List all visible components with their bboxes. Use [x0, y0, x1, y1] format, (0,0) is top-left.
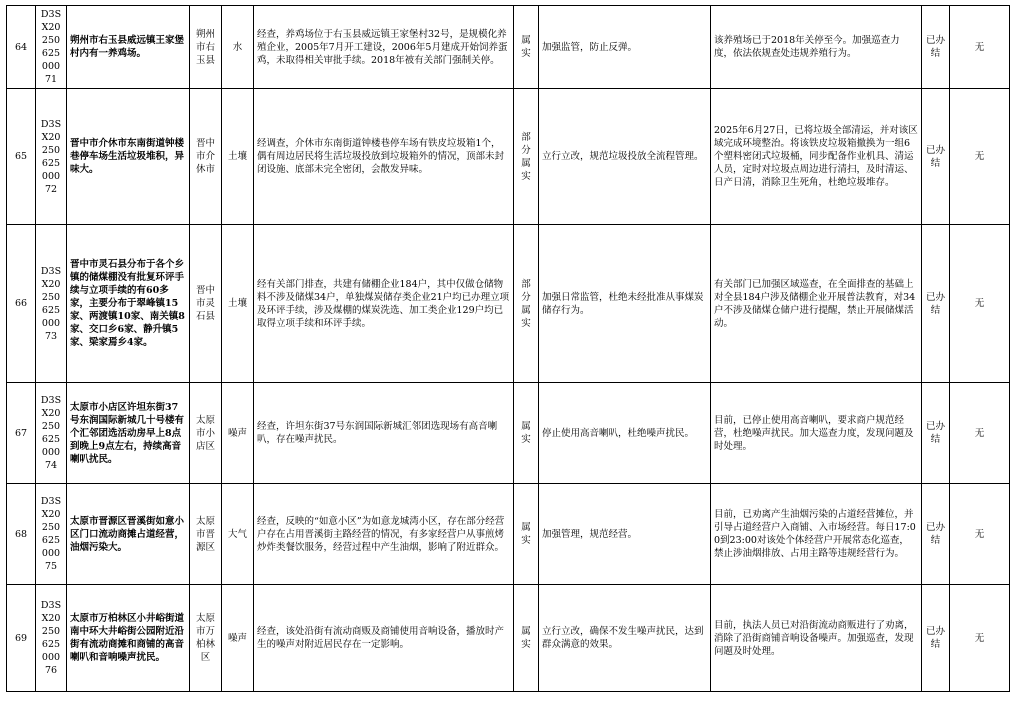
administrative-area: 太原市万柏林区: [190, 585, 222, 692]
table-row: [7, 383, 1010, 484]
handling-result: 目前，已停止使用高音喇叭，要求商户规范经营，杜绝噪声扰民。加大巡查力度，发现问题及时处理。: [711, 383, 922, 484]
row-number: 66: [7, 225, 36, 383]
pollution-type: 噪声: [222, 585, 254, 692]
remarks: 无: [950, 6, 1010, 89]
handling-requirement: 停止使用高音喇叭，杜绝噪声扰民。: [539, 383, 711, 484]
handling-requirement: 加强监管，防止反弹。: [539, 6, 711, 89]
completion-status: 已办结: [922, 383, 950, 484]
table-row: [7, 6, 1010, 89]
handling-result: 该养殖场已于2018年关停至今。加强巡查力度，依法依规查处违规养殖行为。: [711, 6, 922, 89]
table-row: [7, 89, 1010, 225]
investigation-finding: 经查，许坦东街37号东润国际新城汇邻团选现场有高音喇叭，存在噪声扰民。: [254, 383, 514, 484]
investigation-finding: 经有关部门排查，共建有储棚企业184户，其中仅做仓储物料不涉及储煤34户，单独煤炭储存类企业21户均已办理立项及环评手续，涉及煤棚的煤炭洗选、加工类企业129户均已取得立项手续和环评手续。: [254, 225, 514, 383]
case-code: D3SX2025062500076: [36, 585, 67, 692]
case-code: D3SX2025062500071: [36, 6, 67, 89]
table-row: [7, 585, 1010, 692]
complaint-summary: 晋中市介休市东南街道钟楼巷停车场生活垃圾堆积，异味大。: [67, 89, 190, 225]
pollution-type: 土壤: [222, 89, 254, 225]
administrative-area: 晋中市介休市: [190, 89, 222, 225]
row-number: 67: [7, 383, 36, 484]
pollution-type: 土壤: [222, 225, 254, 383]
complaint-summary: 太原市万柏林区小井峪街道南中环大井峪街公园附近沿街有流动商摊和商铺的高音喇叭和音响噪声扰民。: [67, 585, 190, 692]
handling-requirement: 加强管理，规范经营。: [539, 484, 711, 585]
investigation-finding: 经查，养鸡场位于右玉县威远镇王家堡村32号，是规模化养殖企业，2005年7月开工建设，2006年5月建成开始饲养蛋鸡，未取得相关审批手续。2018年被有关部门强制关停。: [254, 6, 514, 89]
completion-status: 已办结: [922, 6, 950, 89]
handling-result: 有关部门已加强区域巡查，在全面排查的基础上对全县184户涉及储棚企业开展普法教育，对34户不涉及储煤仓储户进行提醒，禁止开展储煤活动。: [711, 225, 922, 383]
case-code: D3SX2025062500073: [36, 225, 67, 383]
complaint-summary: 太原市小店区许坦东街37号东润国际新城几十号楼有个汇邻团选活动房早上8点到晚上9点左右，持续高音喇叭扰民。: [67, 383, 190, 484]
verification-status: 属实: [514, 383, 539, 484]
table-row: [7, 225, 1010, 383]
administrative-area: 太原市晋源区: [190, 484, 222, 585]
handling-result: 目前，执法人员已对沿街流动商贩进行了劝离，消除了沿街商铺音响设备噪声。加强巡查，发现问题及时处理。: [711, 585, 922, 692]
completion-status: 已办结: [922, 225, 950, 383]
table-row: [7, 484, 1010, 585]
verification-status: 属实: [514, 484, 539, 585]
pollution-type: 噪声: [222, 383, 254, 484]
complaint-summary: 朔州市右玉县威远镇王家堡村内有一养鸡场。: [67, 6, 190, 89]
verification-status: 属实: [514, 585, 539, 692]
investigation-finding: 经查，反映的“如意小区”为如意龙城湾小区，存在部分经营户存在占用晋溪街主路经营的情况，有多家经营户从事煎烤炒炸类餐饮服务，经营过程中产生油烟，影响了附近群众。: [254, 484, 514, 585]
remarks: 无: [950, 484, 1010, 585]
verification-status: 部分属实: [514, 89, 539, 225]
complaint-summary: 太原市晋源区晋溪街如意小区门口流动商摊占道经营，油烟污染大。: [67, 484, 190, 585]
administrative-area: 朔州市右玉县: [190, 6, 222, 89]
case-code: D3SX2025062500072: [36, 89, 67, 225]
handling-requirement: 立行立改，规范垃圾投放全流程管理。: [539, 89, 711, 225]
pollution-type: 水: [222, 6, 254, 89]
remarks: 无: [950, 585, 1010, 692]
administrative-area: 晋中市灵石县: [190, 225, 222, 383]
case-code: D3SX2025062500075: [36, 484, 67, 585]
remarks: 无: [950, 89, 1010, 225]
row-number: 69: [7, 585, 36, 692]
completion-status: 已办结: [922, 89, 950, 225]
handling-requirement: 立行立改，确保不发生噪声扰民，达到群众满意的效果。: [539, 585, 711, 692]
handling-result: 目前，已劝离产生油烟污染的占道经营摊位，并引导占道经营户入商铺、入市场经营。每日17:00到23:00对该处个体经营户开展常态化巡查，禁止涉油烟排放、占用主路等违规经营行为。: [711, 484, 922, 585]
investigation-finding: 经调查，介休市东南街道钟楼巷停车场有铁皮垃圾箱1个，偶有周边居民将生活垃圾投放到垃圾箱外的情况，顶部未封闭设施、底部未完全密闭，会散发异味。: [254, 89, 514, 225]
verification-status: 部分属实: [514, 225, 539, 383]
case-code: D3SX2025062500074: [36, 383, 67, 484]
row-number: 65: [7, 89, 36, 225]
administrative-area: 太原市小店区: [190, 383, 222, 484]
completion-status: 已办结: [922, 585, 950, 692]
complaint-summary: 晋中市灵石县分布于各个乡镇的储煤棚没有批复环评手续与立项手续的有60多家，主要分布于翠峰镇15家、两渡镇10家、南关镇8家、交口乡6家、静升镇5家、梁家焉乡4家。: [67, 225, 190, 383]
remarks: 无: [950, 383, 1010, 484]
handling-result: 2025年6月27日，已将垃圾全部清运，并对该区域完成环境整治。将该铁皮垃圾箱撤换为一组6个塑料密闭式垃圾桶，同步配备作业机具、清运人员，定时对垃圾点周边进行清扫，及时清运、日产日清，消除卫生死角，杜绝垃圾堆存。: [711, 89, 922, 225]
investigation-finding: 经查，该处沿街有流动商贩及商铺使用音响设备，播放时产生的噪声对附近居民存在一定影响。: [254, 585, 514, 692]
remarks: 无: [950, 225, 1010, 383]
completion-status: 已办结: [922, 484, 950, 585]
verification-status: 属实: [514, 6, 539, 89]
complaint-table: [6, 5, 1010, 692]
pollution-type: 大气: [222, 484, 254, 585]
row-number: 64: [7, 6, 36, 89]
handling-requirement: 加强日常监管，杜绝未经批准从事煤炭储存行为。: [539, 225, 711, 383]
row-number: 68: [7, 484, 36, 585]
